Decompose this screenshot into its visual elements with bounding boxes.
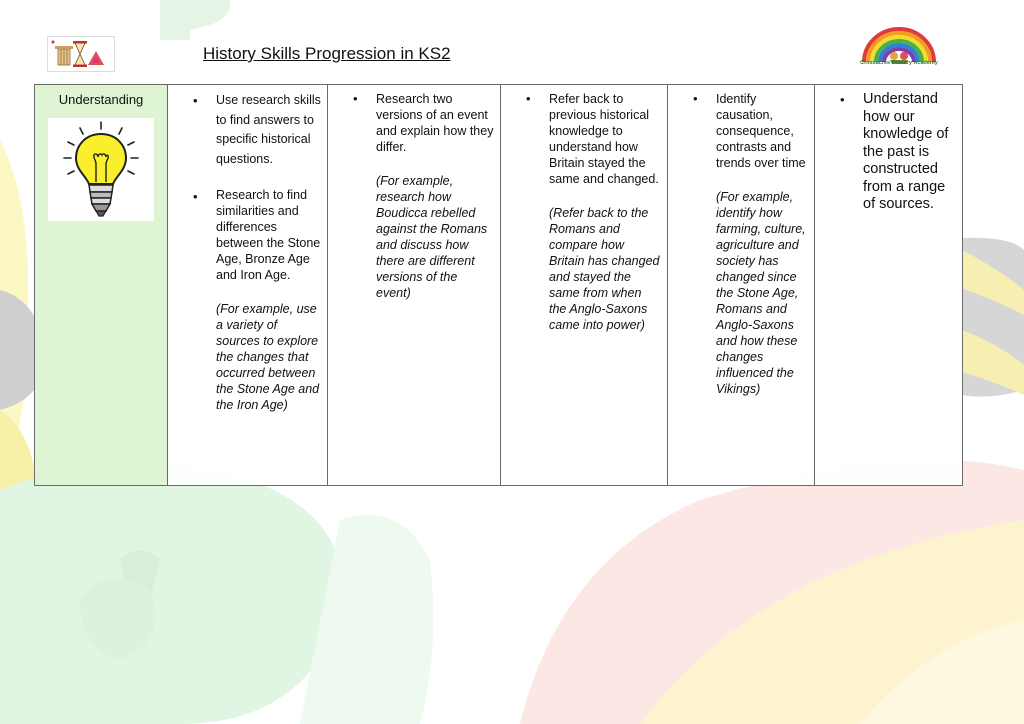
bullet-list (501, 91, 667, 333)
skills-column-1 (168, 85, 328, 486)
page-title: History Skills Progression in KS2 (203, 44, 451, 63)
bullet-list (168, 91, 327, 413)
bullet-list (815, 91, 962, 214)
list-item (549, 91, 661, 333)
skills-column-3 (501, 85, 668, 486)
theme-heading: Understanding (58, 92, 144, 107)
skill-text: • Refer back to previous historical knowledge to understand how Britain stayed the same and changed. (549, 92, 659, 186)
skill-text: • Identify causation, consequence, contrasts and trends over time (716, 92, 806, 170)
skills-table (34, 84, 963, 486)
skill-example: (For example, identify how farming, culture, agriculture and society has changed since the Stone Age, Romans and Anglo-Saxons and how these changes influenced the Vikings) (716, 190, 806, 396)
theme-cell (35, 85, 168, 486)
list-item (716, 91, 808, 397)
skill-text: • Understand how our knowledge of the past is constructed from a range of sources. (863, 91, 949, 212)
skill-text: • Research two versions of an event and explain how they differ. (376, 92, 494, 154)
skill-text: • Research to find similarities and differences between the Stone Age, Bronze Age and Iron Age. (216, 188, 321, 282)
lightbulb-icon (48, 118, 154, 221)
skills-column-5 (815, 85, 963, 486)
list-item (376, 91, 494, 301)
skill-example: (For example, research how Boudicca rebelled against the Romans and discuss how there are different versions of the event) (376, 174, 488, 300)
skill-example: (For example, use a variety of sources to explore the changes that occurred between the Stone Age and the Iron Age) (216, 302, 320, 412)
skill-text: • Use research skills to find answers to specific historical questions. (216, 93, 321, 166)
bullet-list (668, 91, 814, 397)
skill-example: (Refer back to the Romans and compare how Britain has changed and stayed the same from when the Anglo-Saxons came into power) (549, 206, 660, 332)
hourglass-history-icon (47, 36, 115, 72)
bullet-list (328, 91, 500, 301)
school-name: Crossacres Primary Academy (860, 60, 938, 66)
skills-column-4 (668, 85, 815, 486)
list-item (863, 91, 956, 214)
skills-column-2 (328, 85, 501, 486)
list-item (216, 91, 321, 169)
list-item (216, 187, 321, 413)
table-row (35, 85, 963, 486)
